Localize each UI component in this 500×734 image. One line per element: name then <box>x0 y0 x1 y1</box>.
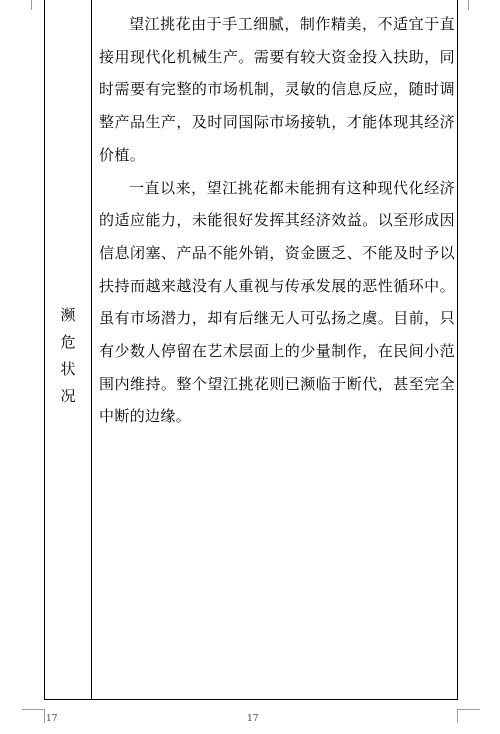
crop-mark-bottom-right-h <box>458 709 480 710</box>
footer-page-number-left: 17 <box>46 714 58 724</box>
crop-mark-top-right <box>468 0 469 10</box>
column-divider <box>91 0 92 699</box>
crop-mark-bottom-left-h <box>22 709 44 710</box>
footer-page-number-center: 17 <box>247 714 259 724</box>
crop-mark-bottom-left-v <box>44 709 45 723</box>
section-label-char: 危 <box>60 332 76 351</box>
paragraph-1: 望江挑花由于手工细腻，制作精美，不适宜于直接用现代化机械生产。需要有较大资金投入扶助，同时需要有完整的市场机制，灵敏的信息反应，随时调整产品生产，及时同国际市场接轨，才能体现其经济价植。 <box>99 15 455 164</box>
content-cell <box>99 8 455 433</box>
crop-mark-top-left <box>31 0 32 10</box>
crop-mark-bottom-right-v <box>457 709 458 723</box>
section-label-cell <box>45 0 91 699</box>
paragraph-2: 一直以来，望江挑花都未能拥有这种现代化经济的适应能力，未能很好发挥其经济效益。以至形成因信息闭塞、产品不能外销，资金匮乏、不能及时予以扶持而越来越没有人重视与传承发展的恶性循环中。虽有市场潜力，却有后继无人可弘扬之虞。目前，只有少数人停留在艺术层面上的少量制作，在民间小范围内维持。整个望江挑花则已濒临于断代，甚至完全中断的边缘。 <box>99 178 455 426</box>
section-label-char: 状 <box>60 359 76 378</box>
section-label-char: 况 <box>60 386 76 405</box>
section-label-char: 濒 <box>60 305 76 324</box>
content-table <box>44 0 458 700</box>
section-label <box>60 302 75 410</box>
